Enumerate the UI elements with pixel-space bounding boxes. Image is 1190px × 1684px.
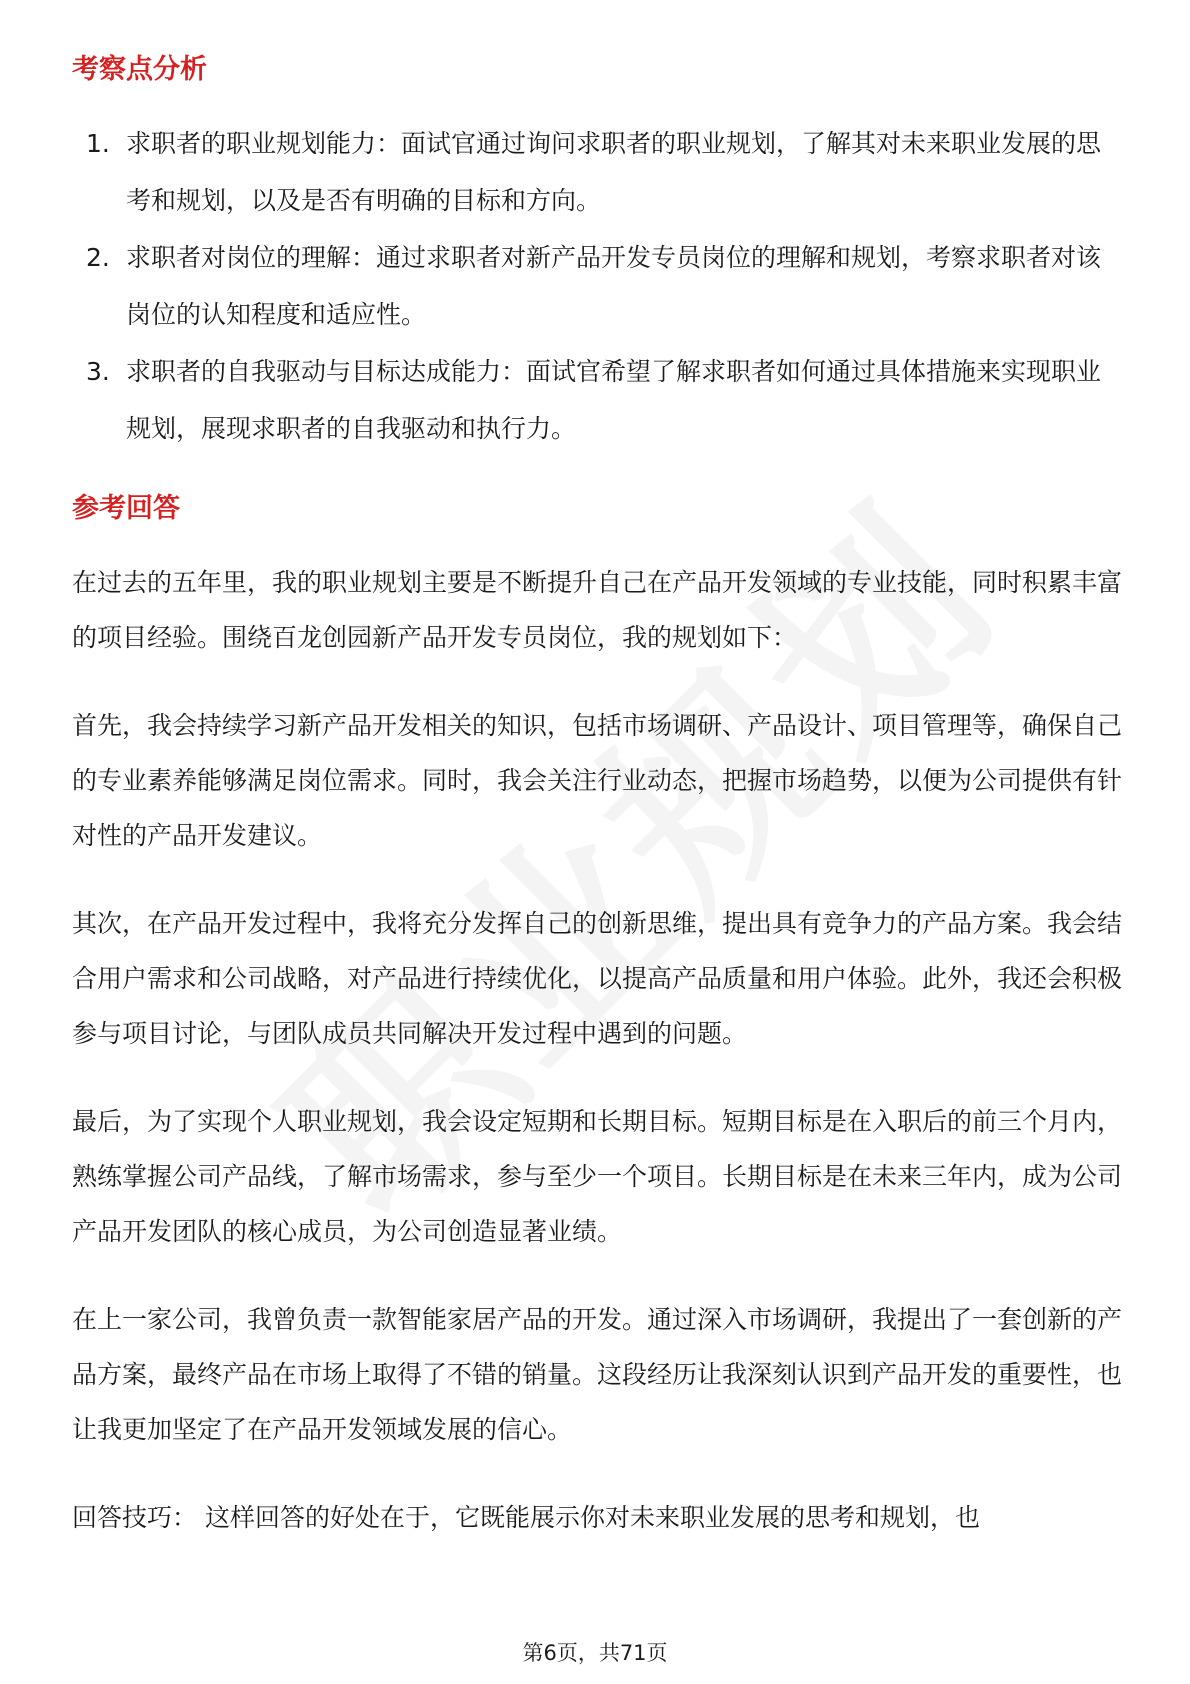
answer-paragraph: 在过去的五年里，我的职业规划主要是不断提升自己在产品开发领域的专业技能，同时积累丰富的项目经验。围绕百龙创园新产品开发专员岗位，我的规划如下： — [72, 568, 1123, 652]
page-number-footer: 第6页，共71页 — [522, 1641, 668, 1665]
list-item-number: 2. — [86, 243, 110, 272]
list-item-text: 求职者的职业规划能力：面试官通过询问求职者的职业规划，了解其对未来职业发展的思考和规划，以及是否有明确的目标和方向。 — [126, 129, 1102, 215]
analysis-points-list — [72, 115, 1122, 457]
answer-paragraph: 最后，为了实现个人职业规划，我会设定短期和长期目标。短期目标是在入职后的前三个月内，熟练掌握公司产品线，了解市场需求，参与至少一个项目。长期目标是在未来三年内，成为公司产品开发团队的核心成员，为公司创造显著业绩。 — [72, 1107, 1123, 1246]
analysis-heading: 考察点分析 — [72, 54, 207, 85]
answer-tips-paragraph: 回答技巧： 这样回答的好处在于，它既能展示你对未来职业发展的思考和规划，也 — [72, 1503, 980, 1532]
list-item-number: 3. — [86, 357, 110, 386]
list-item-number: 1. — [86, 129, 110, 158]
answer-heading: 参考回答 — [72, 493, 180, 524]
list-item-text: 求职者的自我驱动与目标达成能力：面试官希望了解求职者如何通过具体措施来实现职业规划，展现求职者的自我驱动和执行力。 — [126, 357, 1102, 443]
answer-body — [72, 555, 1122, 1578]
list-item — [72, 229, 1122, 343]
list-item — [72, 115, 1122, 229]
answer-paragraph: 首先，我会持续学习新产品开发相关的知识，包括市场调研、产品设计、项目管理等，确保自己的专业素养能够满足岗位需求。同时，我会关注行业动态，把握市场趋势，以便为公司提供有针对性的产品开发建议。 — [72, 711, 1123, 850]
list-item-text: 求职者对岗位的理解：通过求职者对新产品开发专员岗位的理解和规划，考察求职者对该岗位的认知程度和适应性。 — [126, 243, 1102, 329]
list-item — [72, 343, 1122, 457]
answer-paragraph: 其次，在产品开发过程中，我将充分发挥自己的创新思维，提出具有竞争力的产品方案。我会结合用户需求和公司战略，对产品进行持续优化，以提高产品质量和用户体验。此外，我还会积极参与项目讨论，与团队成员共同解决开发过程中遇到的问题。 — [72, 909, 1123, 1048]
answer-paragraph: 在上一家公司，我曾负责一款智能家居产品的开发。通过深入市场调研，我提出了一套创新的产品方案，最终产品在市场上取得了不错的销量。这段经历让我深刻认识到产品开发的重要性，也让我更加坚定了在产品开发领域发展的信心。 — [72, 1305, 1123, 1444]
